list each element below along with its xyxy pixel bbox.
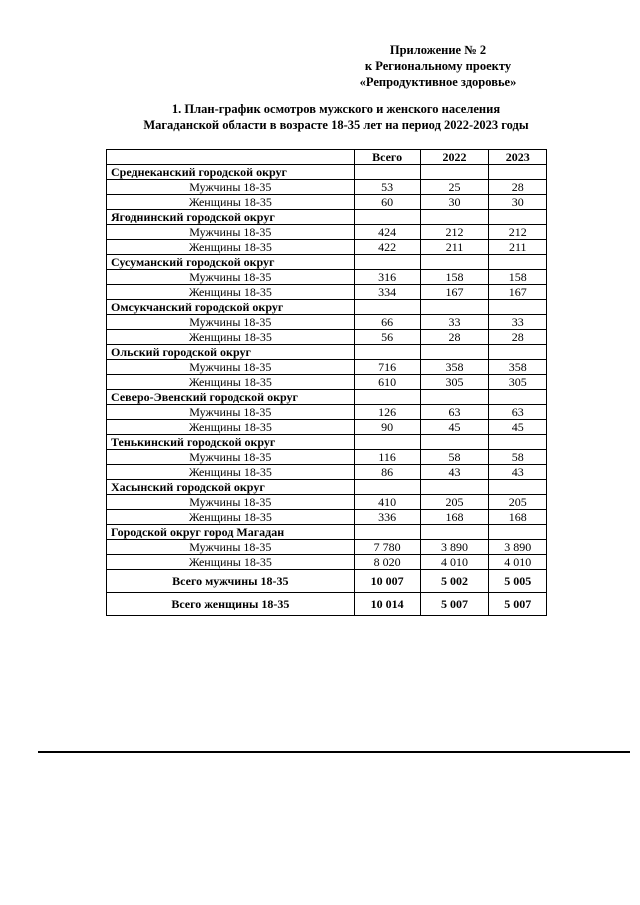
row-label: Женщины 18-35 (107, 510, 355, 525)
district-blank-cell (489, 210, 547, 225)
row-total: 316 (354, 270, 420, 285)
row-label: Мужчины 18-35 (107, 450, 355, 465)
district-name: Городской округ город Магадан (107, 525, 355, 540)
row-2022: 3 890 (420, 540, 489, 555)
district-blank-cell (354, 480, 420, 495)
row-2022: 58 (420, 450, 489, 465)
header-cell-2023: 2023 (489, 150, 547, 165)
table-row (107, 555, 547, 570)
header-cell-2022: 2022 (420, 150, 489, 165)
district-blank-cell (420, 300, 489, 315)
row-total: 8 020 (354, 555, 420, 570)
district-blank-cell (420, 255, 489, 270)
district-name: Сусуманский городской округ (107, 255, 355, 270)
row-total: 410 (354, 495, 420, 510)
row-2023: 63 (489, 405, 547, 420)
district-name: Тенькинский городской округ (107, 435, 355, 450)
table-row (107, 330, 547, 345)
district-blank-cell (420, 165, 489, 180)
row-total: 60 (354, 195, 420, 210)
row-label: Мужчины 18-35 (107, 315, 355, 330)
row-2022: 28 (420, 330, 489, 345)
total-2023: 5 005 (489, 570, 547, 593)
row-2022: 212 (420, 225, 489, 240)
total-label: Всего женщины 18-35 (107, 593, 355, 616)
title-line-2: Магаданской области в возрасте 18-35 лет на период 2022-2023 годы (143, 118, 529, 132)
row-2023: 3 890 (489, 540, 547, 555)
table-row (107, 360, 547, 375)
total-value: 10 014 (354, 593, 420, 616)
examination-schedule-table (106, 149, 547, 616)
table-row (107, 180, 547, 195)
district-row (107, 480, 547, 495)
table-row (107, 240, 547, 255)
row-total: 56 (354, 330, 420, 345)
row-total: 716 (354, 360, 420, 375)
row-label: Мужчины 18-35 (107, 495, 355, 510)
row-total: 7 780 (354, 540, 420, 555)
row-2023: 45 (489, 420, 547, 435)
district-blank-cell (489, 480, 547, 495)
total-value: 10 007 (354, 570, 420, 593)
row-2023: 28 (489, 330, 547, 345)
table-body (107, 165, 547, 616)
table-row (107, 195, 547, 210)
row-total: 424 (354, 225, 420, 240)
document-title (96, 101, 576, 133)
district-name: Хасынский городской округ (107, 480, 355, 495)
row-total: 334 (354, 285, 420, 300)
row-label: Женщины 18-35 (107, 195, 355, 210)
row-total: 86 (354, 465, 420, 480)
row-label: Женщины 18-35 (107, 420, 355, 435)
row-label: Мужчины 18-35 (107, 360, 355, 375)
row-2022: 30 (420, 195, 489, 210)
table-row (107, 420, 547, 435)
district-row (107, 345, 547, 360)
row-total: 610 (354, 375, 420, 390)
district-blank-cell (420, 525, 489, 540)
total-label: Всего мужчины 18-35 (107, 570, 355, 593)
row-label: Женщины 18-35 (107, 330, 355, 345)
title-line-1: 1. План-график осмотров мужского и женского населения (171, 102, 501, 116)
row-2022: 43 (420, 465, 489, 480)
row-2022: 167 (420, 285, 489, 300)
row-total: 53 (354, 180, 420, 195)
row-label: Мужчины 18-35 (107, 540, 355, 555)
table-row (107, 270, 547, 285)
row-label: Мужчины 18-35 (107, 405, 355, 420)
row-2022: 205 (420, 495, 489, 510)
row-label: Мужчины 18-35 (107, 225, 355, 240)
row-2023: 158 (489, 270, 547, 285)
appendix-number: Приложение № 2 (389, 43, 487, 57)
bottom-divider (38, 751, 630, 753)
district-blank-cell (489, 300, 547, 315)
table-header-row (107, 150, 547, 165)
row-total: 66 (354, 315, 420, 330)
row-2023: 33 (489, 315, 547, 330)
district-blank-cell (420, 390, 489, 405)
district-name: Ягоднинский городской округ (107, 210, 355, 225)
district-blank-cell (354, 255, 420, 270)
district-blank-cell (354, 435, 420, 450)
district-blank-cell (354, 210, 420, 225)
table-row (107, 405, 547, 420)
row-2023: 168 (489, 510, 547, 525)
table-row (107, 375, 547, 390)
district-blank-cell (354, 390, 420, 405)
table-row (107, 450, 547, 465)
row-2022: 168 (420, 510, 489, 525)
district-name: Ольский городской округ (107, 345, 355, 360)
table-row (107, 315, 547, 330)
row-total: 90 (354, 420, 420, 435)
appendix-header (318, 42, 558, 90)
district-blank-cell (354, 165, 420, 180)
district-row (107, 525, 547, 540)
district-name: Среднеканский городской округ (107, 165, 355, 180)
row-label: Женщины 18-35 (107, 240, 355, 255)
district-row (107, 390, 547, 405)
district-name: Омсукчанский городской округ (107, 300, 355, 315)
district-blank-cell (489, 345, 547, 360)
district-blank-cell (420, 210, 489, 225)
row-2022: 211 (420, 240, 489, 255)
row-2023: 4 010 (489, 555, 547, 570)
row-label: Женщины 18-35 (107, 375, 355, 390)
total-2023: 5 007 (489, 593, 547, 616)
row-total: 422 (354, 240, 420, 255)
row-label: Женщины 18-35 (107, 465, 355, 480)
district-name: Северо-Эвенский городской округ (107, 390, 355, 405)
appendix-project-name: «Репродуктивное здоровье» (359, 75, 517, 89)
header-cell-total: Всего (354, 150, 420, 165)
row-2023: 58 (489, 450, 547, 465)
row-2023: 212 (489, 225, 547, 240)
total-row (107, 570, 547, 593)
row-2022: 33 (420, 315, 489, 330)
row-total: 126 (354, 405, 420, 420)
total-2022: 5 002 (420, 570, 489, 593)
district-blank-cell (489, 390, 547, 405)
row-2023: 305 (489, 375, 547, 390)
row-2022: 25 (420, 180, 489, 195)
row-2022: 305 (420, 375, 489, 390)
row-total: 116 (354, 450, 420, 465)
table-row (107, 510, 547, 525)
table-row (107, 495, 547, 510)
district-row (107, 300, 547, 315)
total-row (107, 593, 547, 616)
table-row (107, 285, 547, 300)
row-2022: 158 (420, 270, 489, 285)
row-2023: 167 (489, 285, 547, 300)
row-label: Мужчины 18-35 (107, 180, 355, 195)
district-blank-cell (489, 435, 547, 450)
table-row (107, 540, 547, 555)
district-blank-cell (420, 435, 489, 450)
row-2022: 45 (420, 420, 489, 435)
row-2023: 30 (489, 195, 547, 210)
header-cell-label (107, 150, 355, 165)
row-2023: 211 (489, 240, 547, 255)
district-blank-cell (354, 300, 420, 315)
district-blank-cell (420, 345, 489, 360)
table-row (107, 225, 547, 240)
row-2023: 358 (489, 360, 547, 375)
district-row (107, 165, 547, 180)
row-label: Женщины 18-35 (107, 555, 355, 570)
row-2022: 358 (420, 360, 489, 375)
row-2023: 28 (489, 180, 547, 195)
district-blank-cell (420, 480, 489, 495)
total-2022: 5 007 (420, 593, 489, 616)
row-2022: 4 010 (420, 555, 489, 570)
district-blank-cell (354, 525, 420, 540)
table-row (107, 465, 547, 480)
row-label: Женщины 18-35 (107, 285, 355, 300)
row-total: 336 (354, 510, 420, 525)
row-2023: 43 (489, 465, 547, 480)
district-blank-cell (354, 345, 420, 360)
row-2023: 205 (489, 495, 547, 510)
district-blank-cell (489, 255, 547, 270)
district-row (107, 255, 547, 270)
row-2022: 63 (420, 405, 489, 420)
district-row (107, 210, 547, 225)
district-row (107, 435, 547, 450)
district-blank-cell (489, 165, 547, 180)
district-blank-cell (489, 525, 547, 540)
appendix-reference: к Региональному проекту (364, 59, 512, 73)
row-label: Мужчины 18-35 (107, 270, 355, 285)
